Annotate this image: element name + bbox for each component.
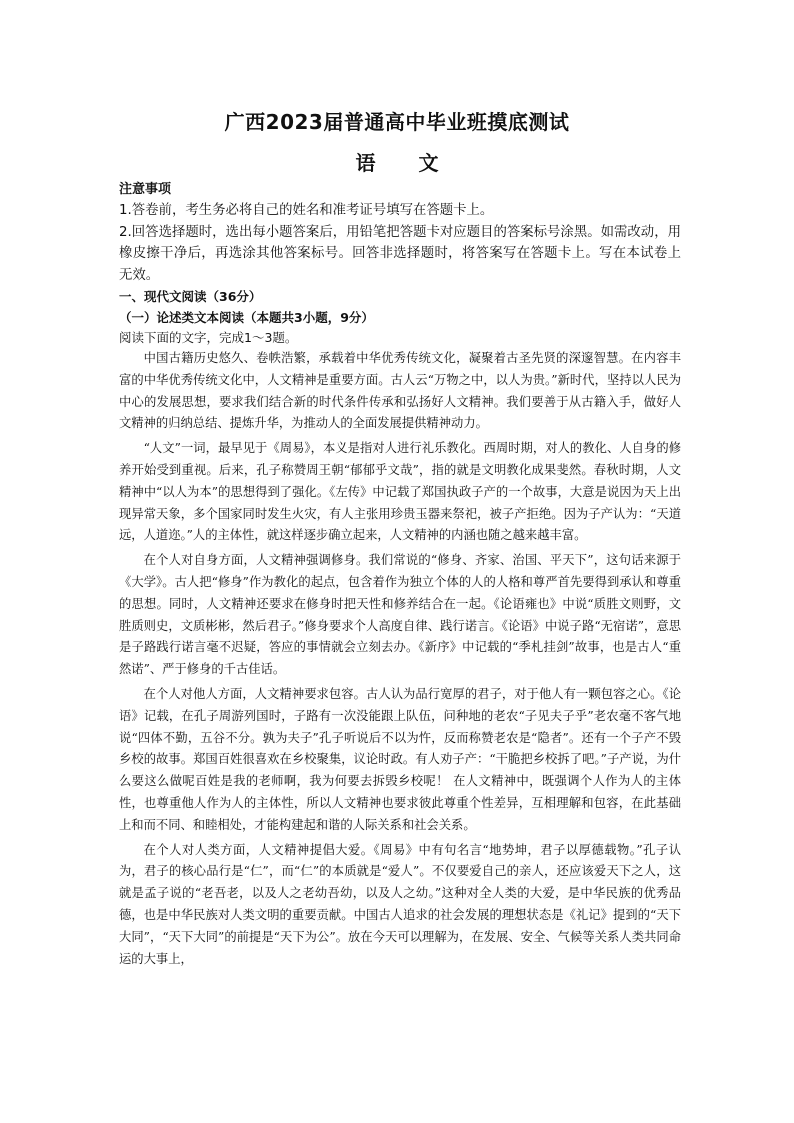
exam-title: 广西2023届普通高中毕业班摸底测试 [224, 110, 570, 134]
notice-item-2: 2.回答选择题时，选出每小题答案后，用铅笔把答题卡对应题目的答案标号涂黑。如需改动，用橡皮擦干净后，再选涂其他答案标号。回答非选择题时，将答案写在答题卡上。写在本试卷上无效。 [119, 224, 681, 283]
reading-instruction: 阅读下面的文字，完成1～3题。 [119, 330, 298, 345]
passage-paragraph: 在个人对人类方面，人文精神提倡大爱。《周易》中有句名言“地势坤，君子以厚德载物。”孔子认为，君子的核心品行是“仁”，而“仁”的本质就是“爱人”。不仅要爱自己的亲人，还应该爱天下之人，这就是孟子说的“老吾老，以及人之老幼吾幼，以及人之幼。”这种对全人类的大爱，是中华民族的优秀品德，也是中华民族对人类文明的重要贡献。中国古人追求的社会发展的理想状态是《礼记》提到的“天下大同”，“天下大同”的前提是“天下为公”。放在今天可以理解为，在发展、安全、气候等关系人类共同命运的大事上， [119, 842, 681, 966]
section-heading: 一、现代文阅读（36分） [119, 289, 262, 304]
passage-paragraph: 在个人对他人方面，人文精神要求包容。古人认为品行宽厚的君子，对于他人有一颗包容之心。《论语》记载，在孔子周游列国时，子路有一次没能跟上队伍，问种地的老农“子见夫子乎”老农毫不客气地说“四体不勤，五谷不分。孰为夫子”孔子听说后不以为忤，反而称赞老农是“隐者”。还有一个子产不毁乡校的故事。郑国百姓很喜欢在乡校聚集，议论时政。有人劝子产：“干脆把乡校拆了吧。”子产说，为什么要这么做呢百姓是我的老师啊，我为何要去拆毁乡校呢！ 在人文精神中，既强调个人作为人的主体性，也尊重他人作为人的主体性，所以人文精神也要求彼此尊重个性差异，互相理解和包容，在此基础上和而不同、和睦相处，才能构建起和谐的人际关系和社会关系。 [119, 686, 681, 832]
passage-paragraph: 中国古籍历史悠久、卷帙浩繁，承载着中华优秀传统文化，凝聚着古圣先贤的深邃智慧。在内容丰富的中华优秀传统文化中，人文精神是重要方面。古人云“万物之中，以人为贵。”新时代，坚持以人民为中心的发展思想，要求我们结合新的时代条件传承和弘扬好人文精神。我们要善于从古籍入手，做好人文精神的归纳总结、提炼升华，为推动人的全面发展提供精神动力。 [119, 351, 681, 431]
notice-heading: 注意事项 [119, 182, 172, 197]
passage-paragraph: “人文”一词，最早见于《周易》，本义是指对人进行礼乐教化。西周时期，对人的教化、人自身的修养开始受到重视。后来，孔子称赞周王朝“郁郁乎文哉”，指的就是文明教化成果斐然。春秋时期，人文精神中“以人为本”的思想得到了强化。《左传》中记载了郑国执政子产的一个故事，大意是说因为天上出现异常天象，多个国家同时发生火灾，有人主张用珍贵玉器来祭祀，被子产拒绝。因为子产认为：“天道远，人道迩。”人的主体性，就这样逐步确立起来，人文精神的内涵也随之越来越丰富。 [119, 441, 681, 543]
notice-item-1: 1.答卷前，考生务必将自己的姓名和准考证号填写在答题卡上。 [119, 203, 494, 218]
subsection-heading: （一）论述类文本阅读（本题共3小题，9分） [119, 310, 374, 325]
passage-paragraph: 在个人对自身方面，人文精神强调修身。我们常说的“修身、齐家、治国、平天下”，这句话来源于《大学》。古人把“修身”作为教化的起点，包含着作为独立个体的人的人格和尊严首先要得到承认和尊重的思想。同时，人文精神还要求在修身时把天性和修养结合在一起。《论语雍也》中说“质胜文则野，文胜质则史，文质彬彬，然后君子。”修身要求个人高度自律、践行诺言。《论语》中说子路“无宿诺”，意思是子路践行诺言毫不迟疑，答应的事情就会立刻去办。《新序》中记载的“季札挂剑”故事，也是古人“重然诺”、严于修身的千古佳话。 [119, 553, 681, 677]
subject-heading: 语 文 [355, 151, 457, 175]
document-body [119, 180, 681, 973]
